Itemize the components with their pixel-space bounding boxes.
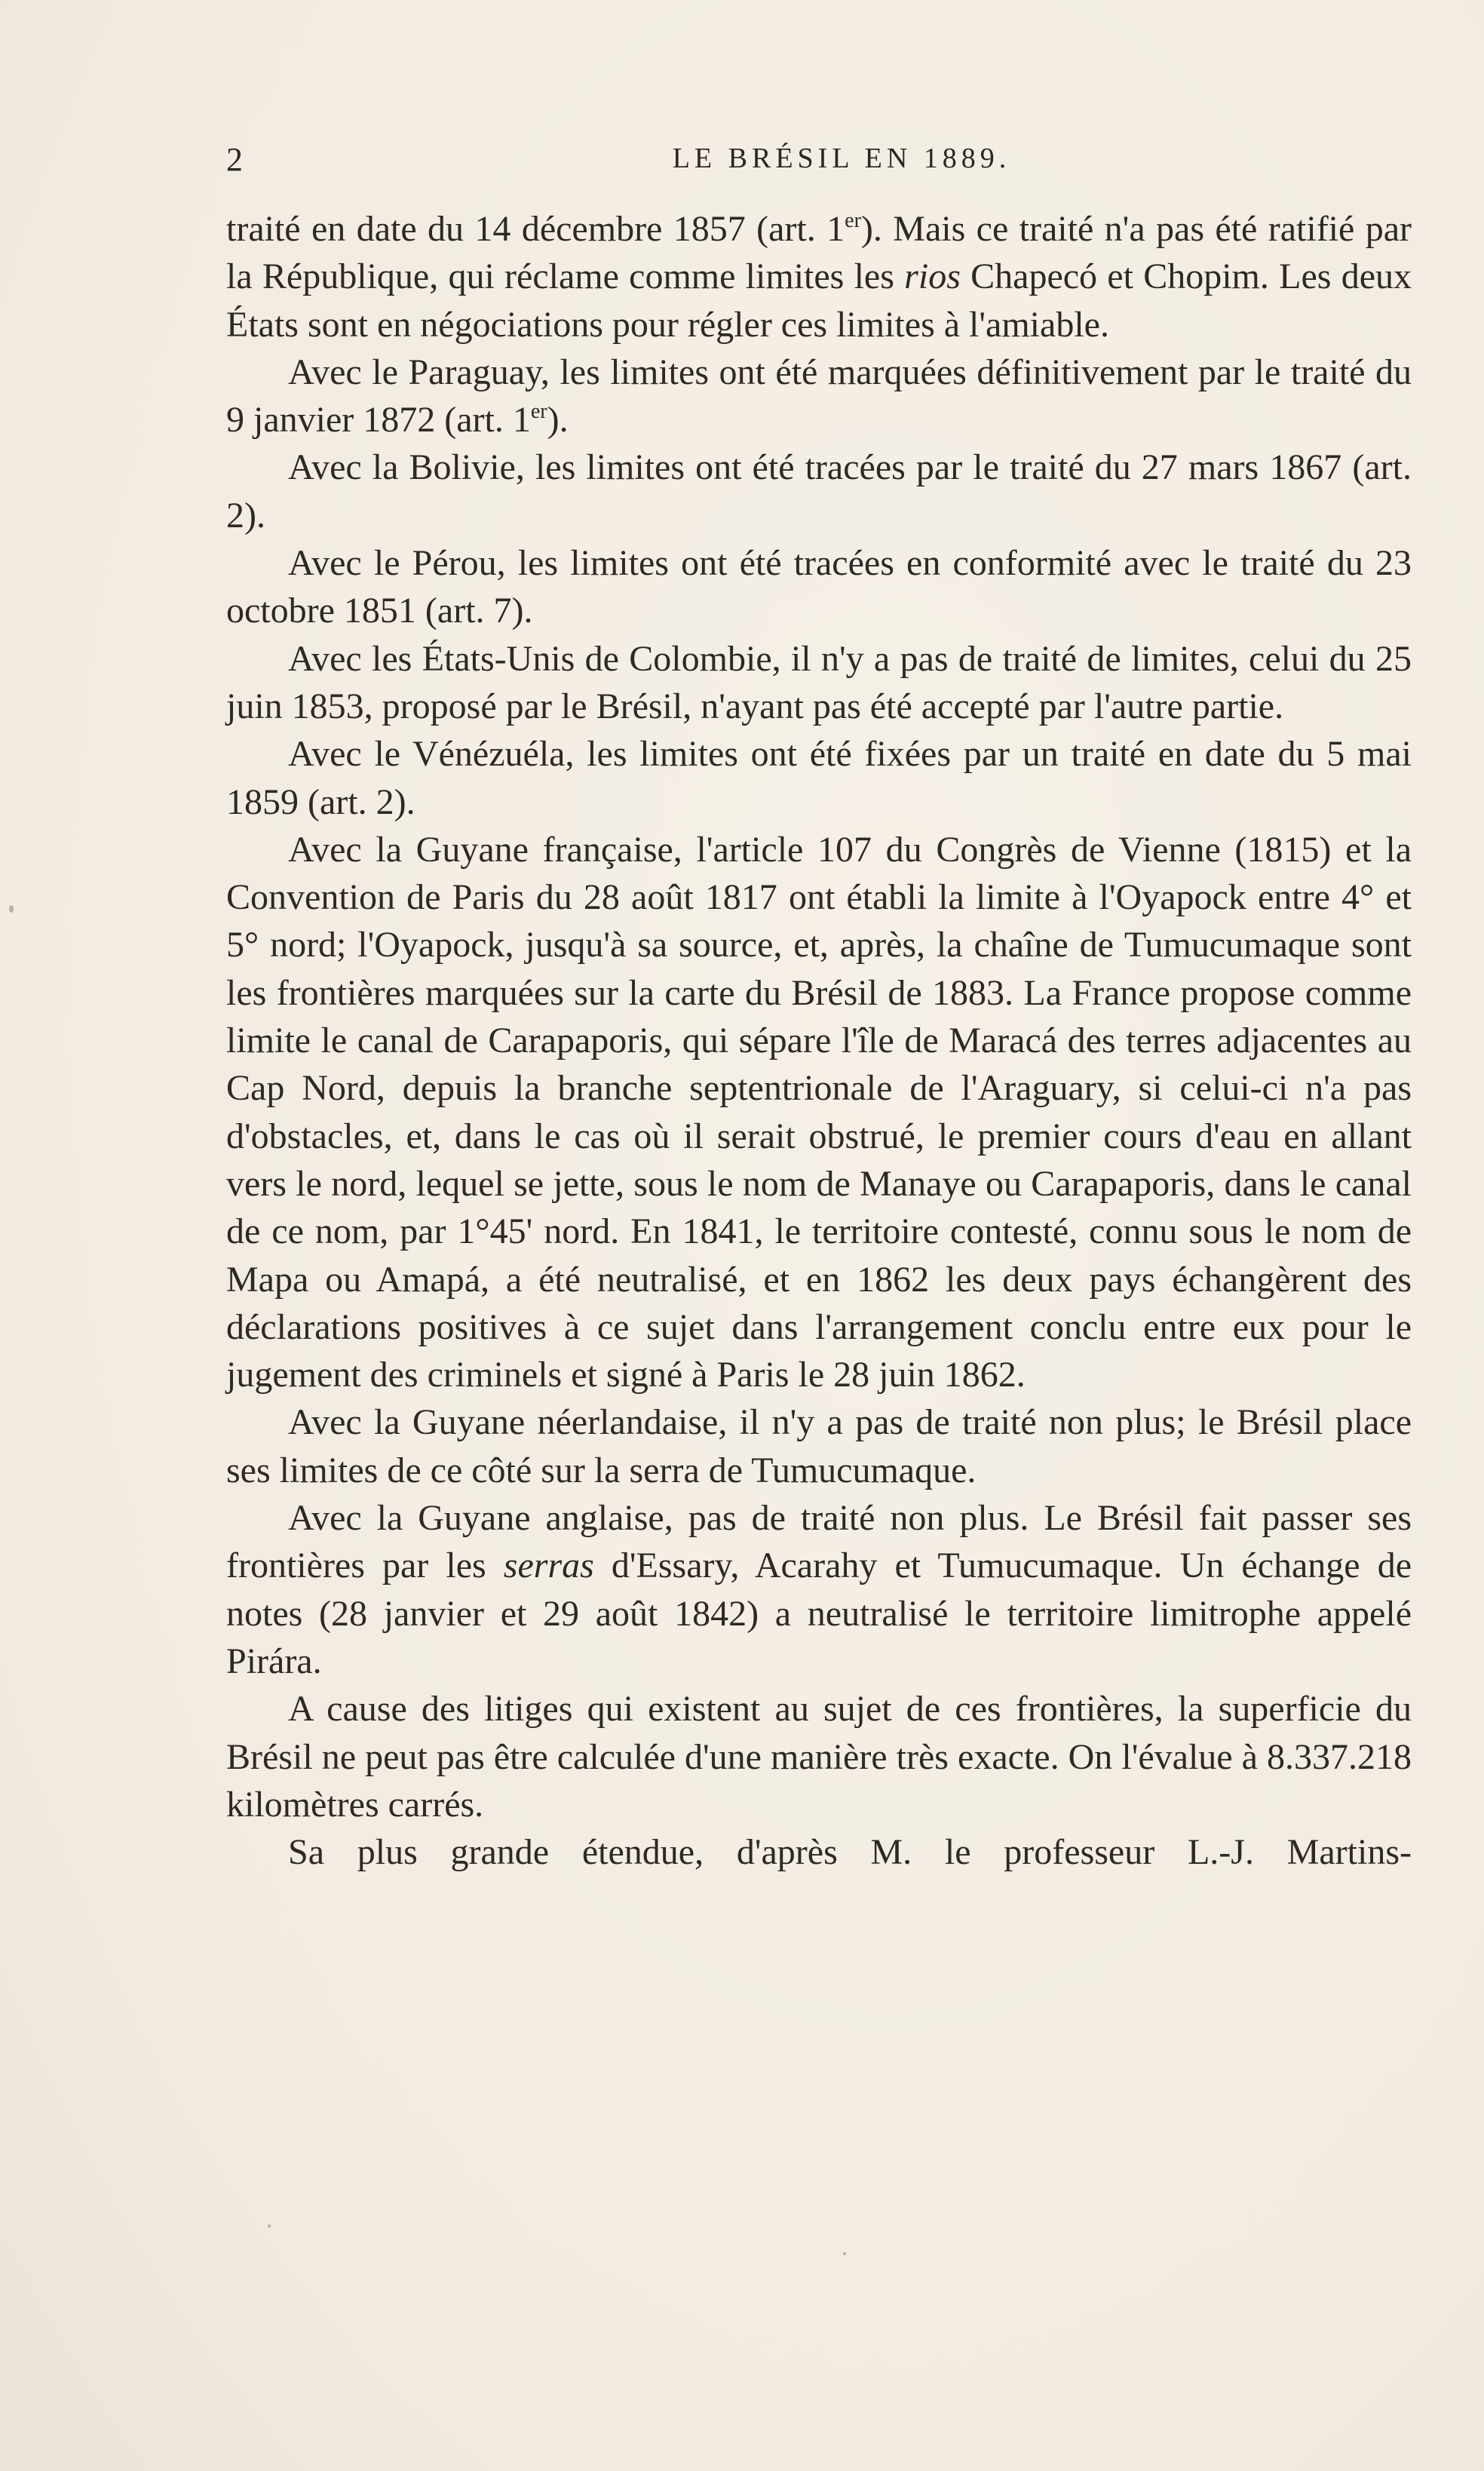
text-run: ). xyxy=(547,400,569,440)
text-run: Avec le Vénézuéla, les limites ont été fixées par un traité en date du 5 mai 1859 (art. 2). xyxy=(226,734,1412,822)
paragraph xyxy=(226,635,1412,731)
text-run: Avec le Pérou, les limites ont été tracées en conformité avec le traité du 23 octobre 1851 (art. 7). xyxy=(226,543,1412,631)
paragraph xyxy=(226,539,1412,635)
paragraph xyxy=(226,1494,1412,1685)
superscript: er xyxy=(845,209,861,232)
running-title: LE BRÉSIL EN 1889. xyxy=(672,143,1011,174)
text-run: Avec le Paraguay, les limites ont été marquées définitivement par le traité du 9 janvier 1872 (art. 1 xyxy=(226,351,1412,440)
paragraph xyxy=(226,1685,1412,1828)
paper-speck xyxy=(268,2224,271,2227)
page-header xyxy=(226,140,1412,186)
text-run: ). Mais ce traité n'a pas été ratifié par la République, qui réclame comme limites les xyxy=(226,209,1412,297)
superscript: er xyxy=(530,400,547,424)
text-run: Avec la Bolivie, les limites ont été tracées par le traité du 27 mars 1867 (art. 2). xyxy=(226,447,1412,536)
text-run: Avec les États-Unis de Colombie, il n'y a pas de traité de limites, celui du 25 juin 1853, proposé par le Brésil, n'ayant pas été accepté par l'autre partie. xyxy=(226,638,1412,726)
paragraph xyxy=(226,826,1412,1399)
text-run: Sa plus grande étendue, d'après M. le professeur L.-J. Martins- xyxy=(288,1832,1412,1873)
paragraph xyxy=(226,1828,1412,1876)
paragraph xyxy=(226,730,1412,826)
page-number: 2 xyxy=(226,141,243,178)
text-run: Chapecó et Chopim. Les deux États sont en négociations pour régler ces limites à l'amiable. xyxy=(226,256,1412,345)
text-run: A cause des litiges qui existent au sujet de ces frontières, la superficie du Brésil ne peut pas être calculée d'une manière très exacte. On l'évalue à 8.337.218 kilomètres carrés. xyxy=(226,1689,1412,1825)
italic-term: rios xyxy=(904,256,961,297)
text-run: Avec la Guyane néerlandaise, il n'y a pas de traité non plus; le Brésil place ses limites de ce côté sur la serra de Tumucumaque. xyxy=(226,1402,1412,1490)
text-run: Avec la Guyane anglaise, pas de traité non plus. Le Brésil fait passer ses frontières par les xyxy=(226,1498,1412,1586)
text-run: Avec la Guyane française, l'article 107 du Congrès de Vienne (1815) et la Convention de Paris du 28 août 1817 ont établi la limite à l'Oyapock entre 4° et 5° nord; l'Oyapock, jusqu'à sa source, et, après, la chaîne de Tumucumaque sont les frontières marquées sur la carte du Brésil de 1883. La France propose comme limite le canal de Carapaporis, qui sépare l'île de Maracá des terres adjacentes au Cap Nord, depuis la branche septentrionale de l'Araguary, si celui-ci n'a pas d'obstacles, et, dans le cas où il serait obstrué, le premier cours d'eau en allant vers le nord, lequel se jette, sous le nom de Manaye ou Carapaporis, dans le canal de ce nom, par 1°45' nord. En 1841, le territoire contesté, connu sous le nom de Mapa ou Amapá, a été neutralisé, et en 1862 les deux pays échangèrent des déclarations positives à ce sujet dans l'arrangement conclu entre eux pour le jugement des criminels et signé à Paris le 28 juin 1862. xyxy=(226,829,1412,1395)
paper-speck xyxy=(9,905,14,913)
body-text xyxy=(226,205,1412,1876)
paragraph xyxy=(226,205,1412,348)
italic-term: serras xyxy=(503,1546,594,1586)
paragraph xyxy=(226,444,1412,539)
text-run: traité en date du 14 décembre 1857 (art. 1 xyxy=(226,209,845,249)
paragraph xyxy=(226,1398,1412,1494)
paragraph xyxy=(226,348,1412,444)
text-run: d'Essary, Acarahy et Tumucumaque. Un échange de notes (28 janvier et 29 août 1842) a neutralisé le territoire limitrophe appelé Pirára. xyxy=(226,1546,1412,1681)
paper-speck xyxy=(843,2252,846,2255)
